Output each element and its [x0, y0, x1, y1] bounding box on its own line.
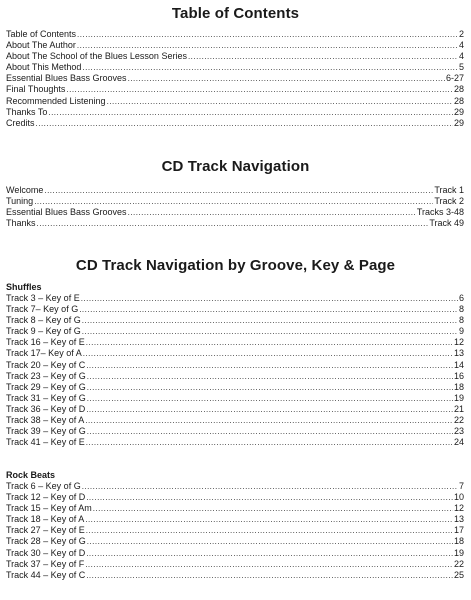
toc-entry [6, 62, 464, 73]
dot-leader [85, 415, 453, 426]
dot-leader [82, 62, 458, 73]
dot-leader [128, 73, 445, 84]
dot-leader [37, 218, 429, 229]
toc-entry [6, 51, 464, 62]
dot-leader [82, 315, 458, 326]
dot-leader [128, 207, 416, 218]
entry-page: 28 [453, 84, 464, 95]
entry-page: 13 [453, 514, 464, 525]
entry-label: Track 38 – Key of A [6, 415, 85, 426]
toc-entry [6, 84, 464, 95]
entry-label: Track 3 – Key of E [6, 293, 80, 303]
entry-label: Credits [6, 117, 35, 128]
entry-label: Track 31 – Key of G [6, 392, 86, 403]
entry-page: 14 [453, 359, 464, 370]
entry-label: About The Author [6, 40, 76, 51]
shuffle-track-entry [6, 426, 464, 437]
shuffle-track-entry [6, 304, 464, 315]
rock-track-entry [6, 503, 464, 514]
entry-label: Track 28 – Key of G [6, 536, 86, 547]
entry-page: 12 [453, 337, 464, 348]
shuffle-track-entry [6, 393, 464, 404]
entry-page: 21 [453, 403, 464, 414]
dot-leader [86, 492, 453, 503]
dot-leader [86, 548, 453, 559]
shuffle-track-entry [6, 360, 464, 371]
entry-page: Track 49 [429, 218, 464, 229]
entry-label: Track 27 – Key of E [6, 525, 85, 536]
toc-entry [6, 40, 464, 51]
dot-leader [86, 570, 453, 581]
shuffles-heading: Shuffles [6, 282, 42, 292]
dot-leader [86, 360, 453, 371]
entry-label: Track 7– Key of G [6, 304, 79, 315]
entry-label: Track 9 – Key of G [6, 326, 81, 337]
entry-label: About The School of the Blues Lesson Series [6, 51, 187, 62]
dot-leader [44, 185, 433, 196]
entry-label: About This Method [6, 62, 82, 73]
dot-leader [87, 536, 453, 547]
dot-leader [36, 118, 453, 129]
entry-page: 13 [453, 348, 464, 359]
rock-track-entry [6, 514, 464, 525]
cd-nav-heading: CD Track Navigation [161, 158, 310, 175]
entry-label: Track 30 – Key of D [6, 547, 86, 558]
rock-track-entry [6, 481, 464, 492]
shuffle-track-entry [6, 415, 464, 426]
entry-page: 10 [453, 492, 464, 503]
entry-page: 9 [458, 326, 464, 337]
shuffle-track-entry [6, 437, 464, 448]
entry-label: Track 23 – Key of G [6, 370, 86, 381]
shuffles-list [6, 293, 464, 448]
entry-page: 8 [458, 304, 464, 315]
toc-heading: Table of Contents [171, 5, 300, 22]
toc-entry [6, 29, 464, 40]
shuffle-track-entry [6, 371, 464, 382]
dot-leader [77, 29, 458, 40]
entry-page: 24 [453, 437, 464, 448]
shuffle-track-entry [6, 348, 464, 359]
rock-track-entry [6, 570, 464, 581]
entry-page: 22 [453, 558, 464, 569]
dot-leader [82, 326, 458, 337]
entry-page: 18 [453, 536, 464, 547]
entry-label: Final Thoughts [6, 84, 66, 95]
dot-leader [86, 525, 453, 536]
rock-track-entry [6, 492, 464, 503]
toc-entry [6, 118, 464, 129]
entry-page: 4 [458, 51, 464, 62]
entry-label: Essential Blues Bass Grooves [6, 73, 127, 84]
dot-leader [86, 404, 453, 415]
entry-page: 12 [453, 503, 464, 514]
rock-track-entry [6, 548, 464, 559]
dot-leader [66, 84, 453, 95]
groove-nav-heading: CD Track Navigation by Groove, Key & Page [75, 257, 396, 274]
entry-page: 19 [453, 392, 464, 403]
entry-label: Thanks [6, 218, 36, 229]
entry-label: Track 37 – Key of F [6, 558, 85, 569]
rock-beats-list [6, 481, 464, 581]
entry-label: Track 39 – Key of G [6, 426, 86, 437]
rock-track-entry [6, 559, 464, 570]
dot-leader [86, 337, 453, 348]
cd-nav-list [6, 185, 464, 229]
toc-list [6, 29, 464, 129]
dot-leader [87, 426, 453, 437]
entry-page: Track 1 [434, 185, 464, 195]
dot-leader [77, 40, 458, 51]
entry-label: Track 12 – Key of D [6, 492, 86, 503]
dot-leader [83, 348, 453, 359]
entry-label: Welcome [6, 185, 44, 195]
dot-leader [87, 382, 453, 393]
dot-leader [86, 437, 453, 448]
entry-page: 22 [453, 415, 464, 426]
entry-label: Track 41 – Key of E [6, 437, 85, 448]
entry-page: 5 [458, 62, 464, 73]
shuffle-track-entry [6, 404, 464, 415]
toc-entry [6, 96, 464, 107]
entry-label: Track 17– Key of A [6, 348, 82, 359]
entry-page: 23 [453, 426, 464, 437]
entry-page: 4 [458, 40, 464, 51]
entry-page: 18 [453, 381, 464, 392]
rock-track-entry [6, 525, 464, 536]
entry-label: Tuning [6, 196, 34, 207]
shuffle-track-entry [6, 315, 464, 326]
entry-page: 8 [458, 315, 464, 326]
entry-page: 25 [453, 569, 464, 580]
entry-page: 29 [453, 106, 464, 117]
entry-label: Track 18 – Key of A [6, 514, 85, 525]
entry-label: Track 20 – Key of C [6, 359, 86, 370]
shuffle-track-entry [6, 337, 464, 348]
entry-label: Thanks To [6, 106, 48, 117]
entry-label: Table of Contents [6, 29, 77, 39]
entry-label: Track 15 – Key of Am [6, 503, 92, 514]
shuffle-track-entry [6, 293, 464, 304]
entry-page: 2 [458, 29, 464, 39]
entry-page: Tracks 3-48 [416, 207, 464, 218]
dot-leader [85, 559, 453, 570]
entry-label: Essential Blues Bass Grooves [6, 207, 127, 218]
cd-track-entry [6, 185, 464, 196]
rock-beats-heading: Rock Beats [6, 470, 56, 480]
entry-page: 6-27 [445, 73, 464, 84]
entry-page: Track 2 [434, 196, 464, 207]
dot-leader [81, 293, 458, 304]
dot-leader [87, 393, 453, 404]
dot-leader [34, 196, 433, 207]
entry-label: Track 29 – Key of G [6, 381, 86, 392]
dot-leader [87, 371, 453, 382]
shuffle-track-entry [6, 382, 464, 393]
rock-track-entry [6, 536, 464, 547]
dot-leader [79, 304, 458, 315]
cd-track-entry [6, 207, 464, 218]
entry-label: Track 16 – Key of E [6, 337, 85, 348]
entry-page: 19 [453, 547, 464, 558]
dot-leader [107, 96, 453, 107]
entry-label: Track 36 – Key of D [6, 403, 86, 414]
toc-entry [6, 73, 464, 84]
entry-page: 6 [458, 293, 464, 303]
cd-track-entry [6, 196, 464, 207]
entry-label: Recommended Listening [6, 95, 106, 106]
dot-leader [85, 514, 453, 525]
cd-track-entry [6, 218, 464, 229]
entry-label: Track 6 – Key of G [6, 481, 81, 491]
entry-label: Track 8 – Key of G [6, 315, 81, 326]
entry-page: 7 [458, 481, 464, 491]
dot-leader [82, 481, 458, 492]
shuffle-track-entry [6, 326, 464, 337]
toc-entry [6, 107, 464, 118]
entry-page: 16 [453, 370, 464, 381]
entry-label: Track 44 – Key of C [6, 569, 86, 580]
dot-leader [188, 51, 458, 62]
entry-page: 28 [453, 95, 464, 106]
dot-leader [93, 503, 453, 514]
dot-leader [48, 107, 453, 118]
entry-page: 29 [453, 117, 464, 128]
entry-page: 17 [453, 525, 464, 536]
